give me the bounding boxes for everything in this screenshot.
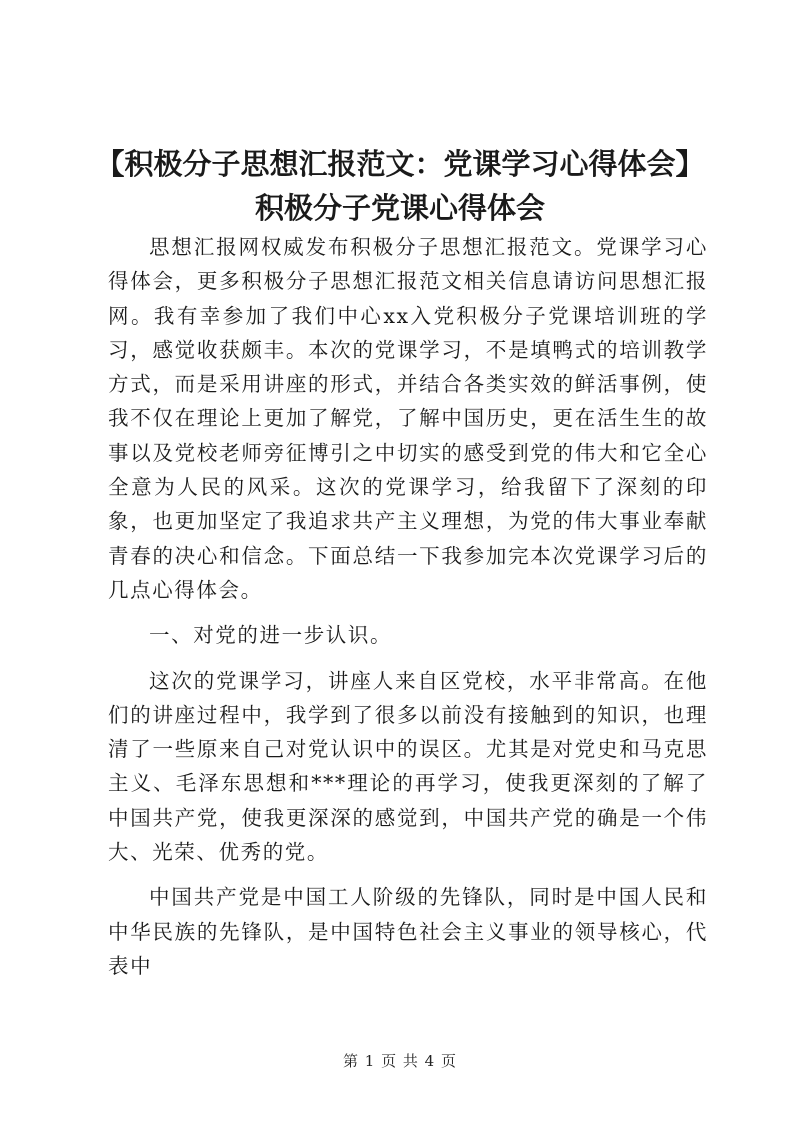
document-body <box>108 230 708 983</box>
paragraph-party: 中国共产党是中国工人阶级的先锋队，同时是中国人民和中华民族的先锋队，是中国特色社会主义事业的领导核心，代表中 <box>108 885 708 978</box>
section-heading: 一、对党的进一步认识。 <box>149 623 393 648</box>
document-title: 【积极分子思想汇报范文：党课学习心得体会】积极分子党课心得体会 <box>95 147 705 225</box>
paragraph-lecture: 这次的党课学习，讲座人来自区党校，水平非常高。在他们的讲座过程中，我学到了很多以前没有接触到的知识，也理清了一些原来自己对党认识中的误区。尤其是对党史和马克思主义、毛泽东思想和***理论的再学习，使我更深刻的了解了中国共产党，使我更深深的感觉到，中国共产党的确是一个伟大、光荣、优秀的党。 <box>108 668 708 865</box>
paragraph-intro: 思想汇报网权威发布积极分子思想汇报范文。党课学习心得体会，更多积极分子思想汇报范文相关信息请访问思想汇报网。我有幸参加了我们中心xx入党积极分子党课培训班的学习，感觉收获颇丰。本次的党课学习，不是填鸭式的培训教学方式，而是采用讲座的形式，并结合各类实效的鲜活事例，使我不仅在理论上更加了解党，了解中国历史，更在活生生的故事以及党校老师旁征博引之中切实的感受到党的伟大和它全心全意为人民的风采。这次的党课学习，给我留下了深刻的印象，也更加坚定了我追求共产主义理想，为党的伟大事业奉献青春的决心和信念。下面总结一下我参加完本次党课学习后的几点心得体会。 <box>108 235 708 602</box>
page-footer: 第 1 页 共 4 页 <box>343 1052 457 1070</box>
